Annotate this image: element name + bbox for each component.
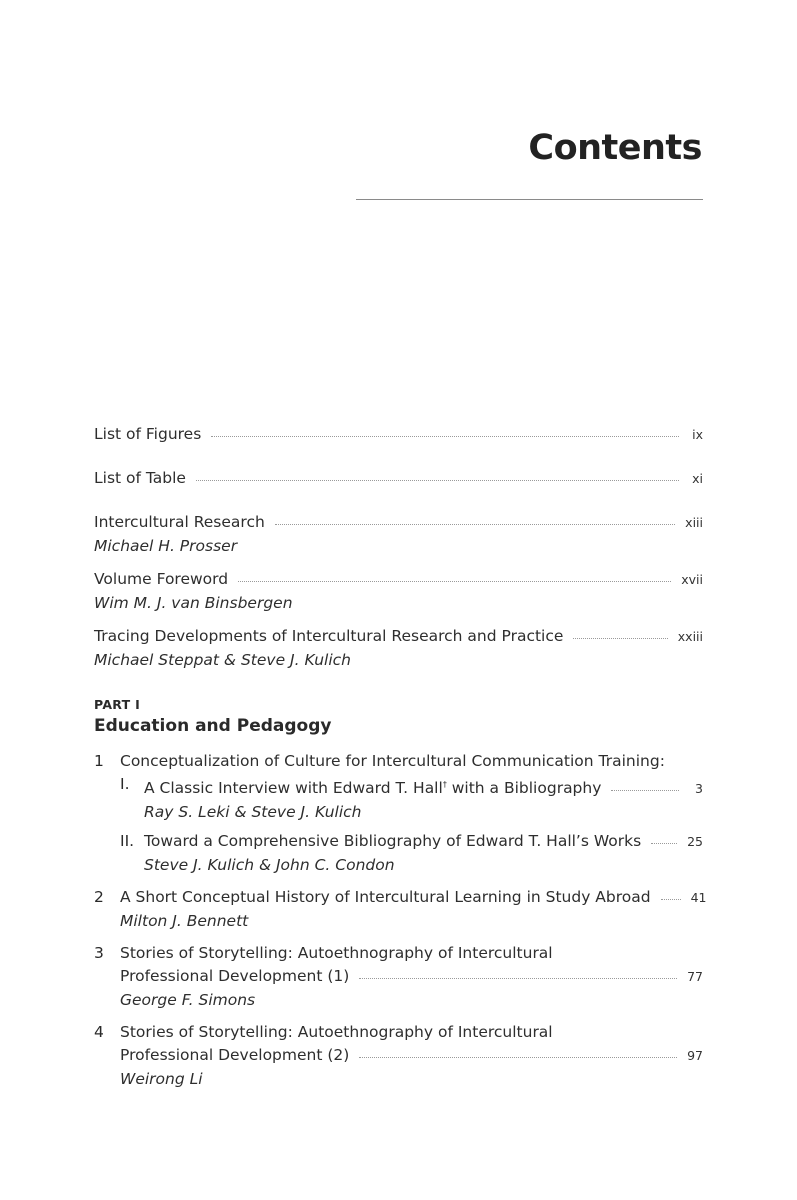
toc-chapter-1: [94, 750, 703, 880]
page-number: 25: [687, 834, 703, 849]
chapter-title: Conceptualization of Culture for Intercultural Communication Training:: [120, 752, 665, 770]
entry-author: Steve J. Kulich & John C. Condon: [144, 856, 395, 874]
page-number: ix: [692, 427, 703, 442]
dot-leader: [211, 436, 679, 437]
toc-entry-list-of-figures[interactable]: [94, 423, 703, 446]
toc-entry-volume-foreword[interactable]: [94, 568, 703, 615]
subentry-title: Toward a Comprehensive Bibliography of Edward T. Hall’s Works: [144, 832, 642, 850]
chapter-title-line-1: Stories of Storytelling: Autoethnography of Intercultural: [120, 1023, 553, 1041]
dot-leader: [611, 790, 679, 791]
title-rule: [356, 199, 703, 200]
toc-chapter-4[interactable]: [94, 1021, 703, 1093]
page-number: 77: [687, 969, 703, 984]
toc-chapter-3[interactable]: [94, 942, 703, 1014]
toc-chapter-2[interactable]: [94, 886, 707, 936]
dot-leader: [359, 1057, 677, 1058]
entry-author: Milton J. Bennett: [120, 912, 249, 930]
toc-entry-list-of-table[interactable]: [94, 467, 703, 490]
page-number: xxiii: [677, 629, 703, 644]
part-title: Education and Pedagogy: [94, 716, 332, 736]
page-number: 41: [690, 890, 707, 905]
dagger-mark: †: [442, 780, 447, 789]
subentry-title: A Classic Interview with Edward T. Hall† with a Bibliography: [144, 779, 602, 798]
entry-author: George F. Simons: [120, 991, 256, 1009]
toc-entry-intercultural-research[interactable]: [94, 511, 703, 558]
dot-leader: [661, 899, 681, 900]
entry-title: List of Figures: [94, 425, 202, 443]
entry-author: Wim M. J. van Binsbergen: [94, 594, 293, 612]
dot-leader: [359, 978, 677, 979]
chapter-title-line-2: Professional Development (1): [120, 967, 350, 985]
page-number: xiii: [685, 515, 703, 530]
entry-title: Intercultural Research: [94, 513, 265, 531]
page-number: 3: [695, 781, 703, 797]
chapter-title-line-1: Stories of Storytelling: Autoethnography of Intercultural: [120, 944, 553, 962]
part-label: PART I: [94, 697, 141, 712]
page-title: Contents: [528, 128, 702, 168]
entry-author: Weirong Li: [120, 1070, 203, 1088]
toc-entry-tracing-developments[interactable]: [94, 625, 703, 672]
chapter-number: 4: [94, 1023, 104, 1041]
entry-title: List of Table: [94, 469, 186, 487]
roman-numeral: II.: [120, 832, 135, 850]
dot-leader: [196, 480, 679, 481]
entry-author: Ray S. Leki & Steve J. Kulich: [144, 803, 362, 822]
chapter-number: 3: [94, 944, 104, 962]
chapter-number: 1: [94, 752, 104, 770]
dot-leader: [238, 581, 671, 582]
chapter-title: A Short Conceptual History of Intercultural Learning in Study Abroad: [120, 888, 651, 906]
dot-leader: [651, 843, 677, 844]
entry-title: Tracing Developments of Intercultural Research and Practice: [94, 627, 564, 645]
entry-author: Michael H. Prosser: [94, 537, 238, 555]
dot-leader: [573, 638, 667, 639]
entry-title: Volume Foreword: [94, 570, 229, 588]
page-number: xi: [692, 471, 703, 486]
page-number: xvii: [681, 572, 703, 587]
page-number: 97: [687, 1048, 703, 1063]
dot-leader: [275, 524, 675, 525]
chapter-title-line-2: Professional Development (2): [120, 1046, 350, 1064]
entry-author: Michael Steppat & Steve J. Kulich: [94, 651, 351, 669]
chapter-number: 2: [94, 888, 104, 906]
roman-numeral: I.: [120, 775, 130, 793]
